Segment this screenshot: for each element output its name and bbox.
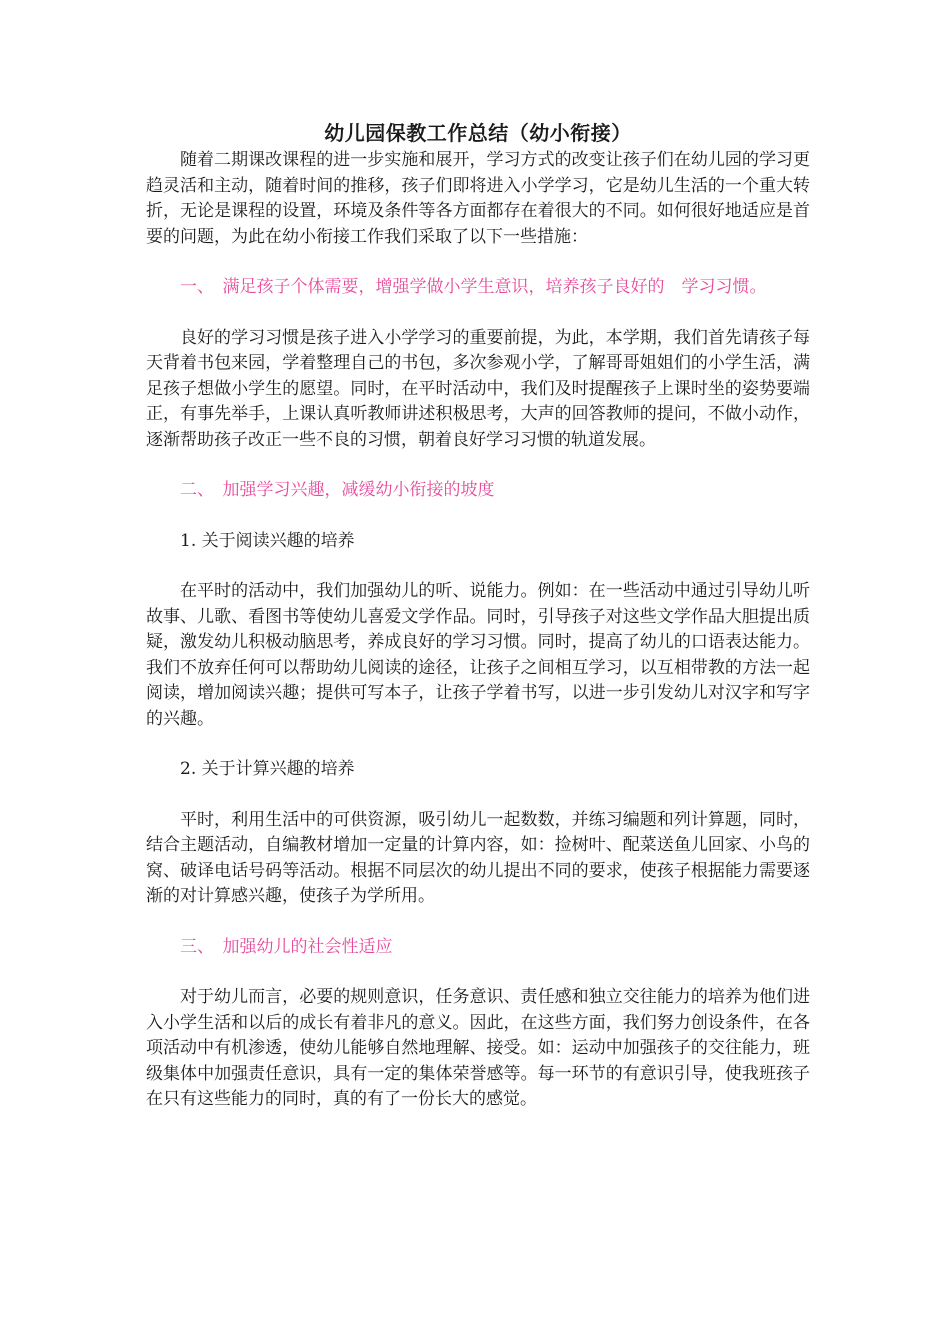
spacer xyxy=(146,554,810,579)
section1-heading: 一、 满足孩子个体需要，增强学做小学生意识，培养孩子良好的 学习习惯。 xyxy=(180,277,767,297)
document-title: 幼儿园保教工作总结（幼小衔接） xyxy=(324,121,632,145)
section1-body: 良好的学习习惯是孩子进入小学学习的重要前提，为此，本学期，我们首先请孩子每天背着书包来园，学着整理自己的书包，多次参观小学，了解哥哥姐姐们的小学生活，满足孩子想做小学生的愿望。同时，在平时活动中，我们及时提醒孩子上课时坐的姿势要端正，有事先举手，上课认真听教师讲述积极思考，大声的回答教师的提问，不做小动作，逐渐帮助孩子改正一些不良的习惯，朝着良好学习习惯的轨道发展。 xyxy=(146,327,810,450)
section2-heading: 二、 加强学习兴趣，减缓幼小衔接的坡度 xyxy=(180,480,495,500)
document-page xyxy=(146,118,810,1113)
section2-body1: 在平时的活动中，我们加强幼儿的听、说能力。例如：在一些活动中通过引导幼儿听故事、儿歌、看图书等使幼儿喜爱文学作品。同时，引导孩子对这些文学作品大胆提出质疑，激发幼儿积极动脑思考，养成良好的学习习惯。同时，提高了幼儿的口语表达能力。我们不放弃任何可以帮助幼儿阅读的途径，让孩子之间相互学习，以互相带教的方法一起阅读，增加阅读兴趣；提供可写本子，让孩子学着书写，以进一步引发幼儿对汉字和写字的兴趣。 xyxy=(146,581,810,729)
spacer xyxy=(146,910,810,935)
section2-body2: 平时，利用生活中的可供资源，吸引幼儿一起数数，并练习编题和列计算题，同时，结合主题活动，自编教材增加一定量的计算内容，如：捡树叶、配菜送鱼儿回家、小鸟的窝、破译电话号码等活动。根据不同层次的幼儿提出不同的要求，使孩子根据能力需要逐渐的对计算感兴趣，使孩子为学所用。 xyxy=(146,809,810,906)
spacer xyxy=(146,783,810,808)
section3-heading: 三、 加强幼儿的社会性适应 xyxy=(180,936,393,957)
section3-body: 对于幼儿而言，必要的规则意识，任务意识、责任感和独立交往能力的培养为他们进入小学生活和以后的成长有着非凡的意义。因此，在这些方面，我们努力创设条件，在各项活动中有机渗透，使幼儿能够自然地理解、接受。如：运动中加强孩子的交往能力，班级集体中加强责任意识，具有一定的集体荣誉感等。每一环节的有意识引导，使我班孩子在只有这些能力的同时，真的有了一份长大的感觉。 xyxy=(146,987,810,1109)
spacer xyxy=(146,732,810,757)
section2-sub1: 1. 关于阅读兴趣的培养 xyxy=(180,530,355,551)
intro-paragraph: 随着二期课改课程的进一步实施和展开，学习方式的改变让孩子们在幼儿园的学习更趋灵活和主动，随着时间的推移，孩子们即将进入小学学习，它是幼儿生活的一个重大转折，无论是课程的设置，环境及条件等各方面都存在着很大的不同。如何很好地适应是首要的问题，为此在幼小衔接工作我们采取了以下一些措施： xyxy=(146,150,810,247)
spacer xyxy=(146,301,810,326)
spacer xyxy=(146,960,810,985)
section2-sub2: 2. 关于计算兴趣的培养 xyxy=(180,759,355,779)
spacer xyxy=(146,504,810,529)
spacer xyxy=(146,453,810,478)
spacer xyxy=(146,250,810,275)
